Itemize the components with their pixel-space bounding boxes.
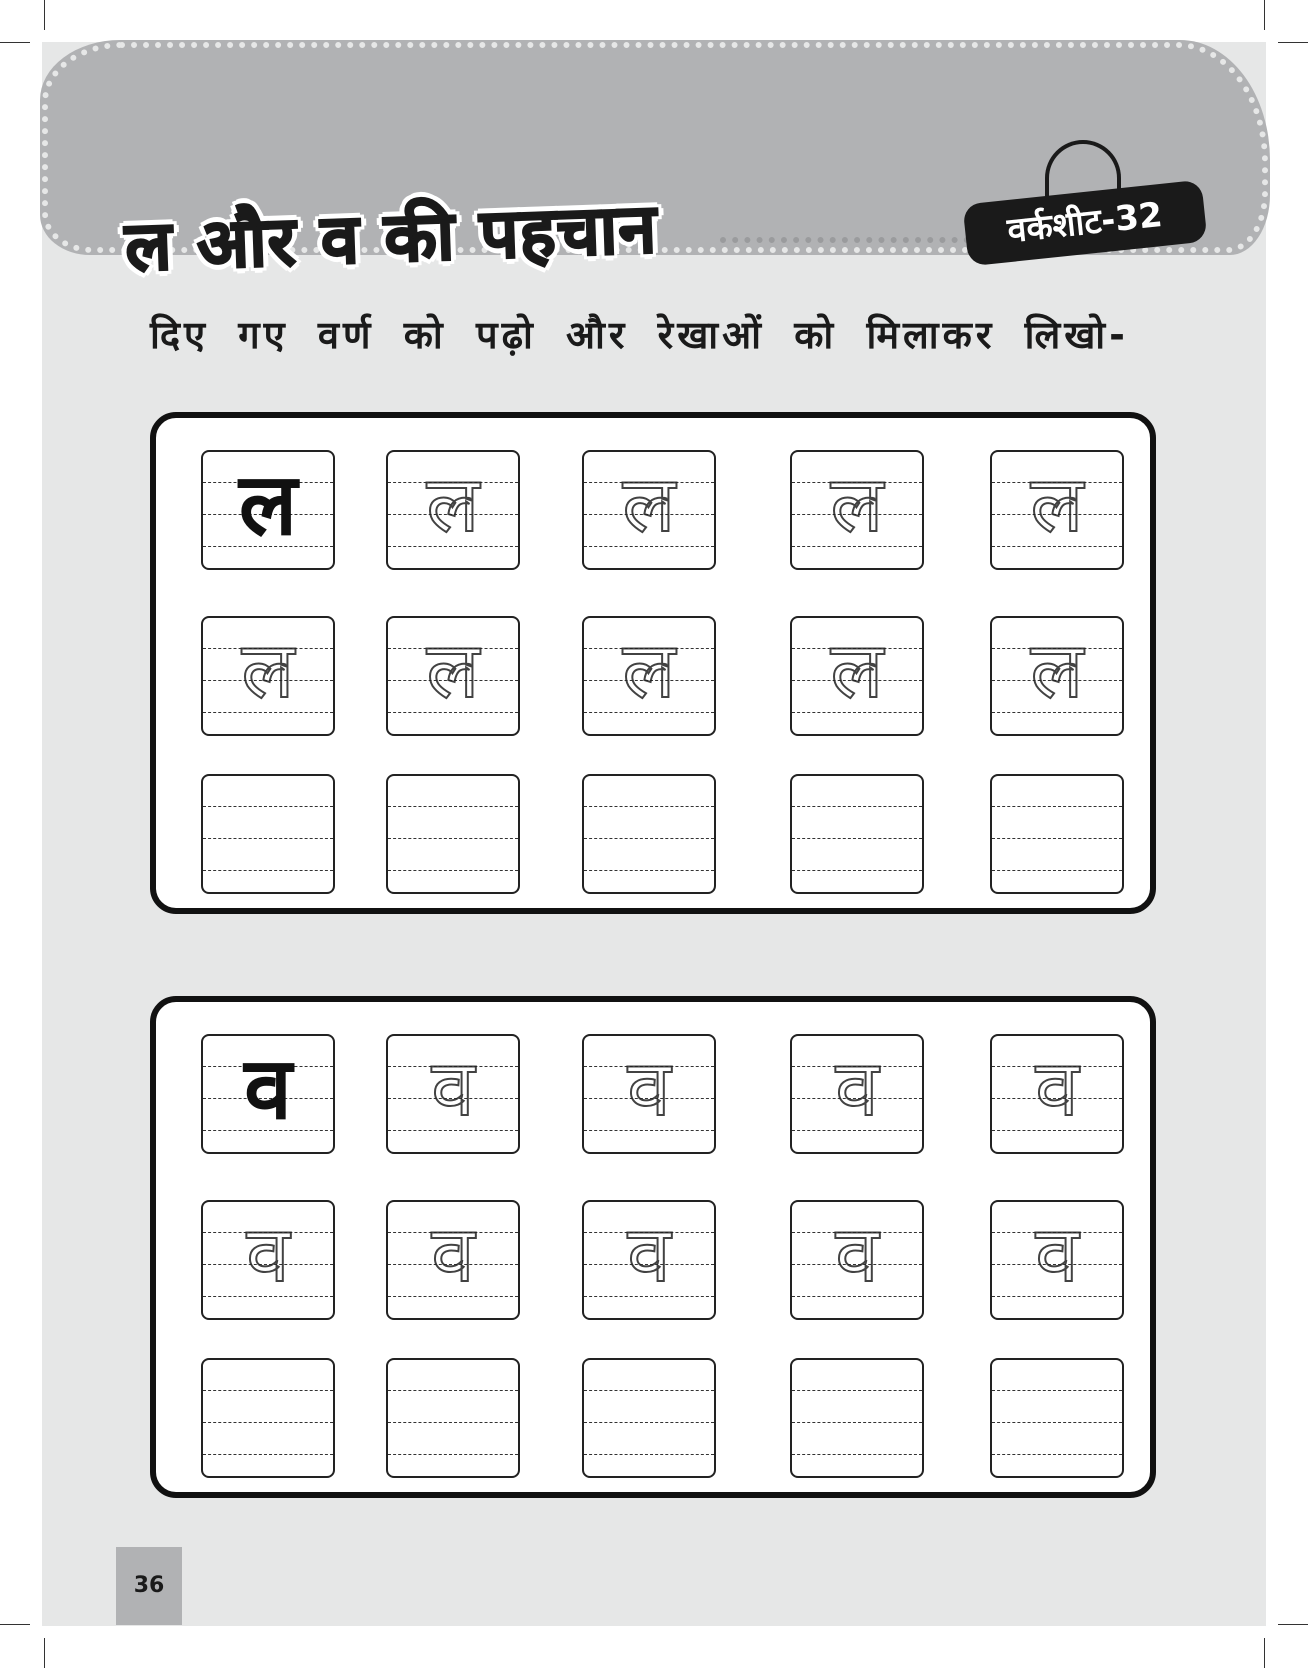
guide-line (388, 806, 518, 807)
blank-writing-box[interactable] (582, 774, 716, 894)
dotted-letter: ल (1030, 626, 1084, 716)
blank-writing-box[interactable] (990, 774, 1124, 894)
crop-mark (44, 1638, 45, 1668)
guide-line (388, 1454, 518, 1455)
blank-writing-box[interactable] (790, 774, 924, 894)
guide-line (203, 1454, 333, 1455)
tracing-box (386, 1200, 520, 1320)
tracing-box (582, 1200, 716, 1320)
guide-line (992, 1422, 1122, 1423)
crop-mark (1278, 42, 1308, 43)
guide-line (792, 870, 922, 871)
guide-line (792, 838, 922, 839)
dotted-letter: ल (622, 626, 676, 716)
guide-line (792, 1422, 922, 1423)
tracing-box (386, 1034, 520, 1154)
guide-line (203, 1422, 333, 1423)
instruction-text: दिए गए वर्ण को पढ़ो और रेखाओं को मिलाकर लिखो- (150, 313, 1129, 357)
tracing-box (386, 450, 520, 570)
tracing-box (790, 1200, 924, 1320)
worksheet-tag (965, 140, 1215, 280)
crop-mark (0, 42, 30, 43)
blank-writing-box[interactable] (201, 1358, 335, 1478)
dotted-letter: व (627, 1210, 671, 1300)
blank-writing-box[interactable] (790, 1358, 924, 1478)
guide-line (992, 870, 1122, 871)
dotted-letter: ल (426, 460, 480, 550)
dotted-letter: ल (830, 460, 884, 550)
guide-line (992, 806, 1122, 807)
crop-mark (1278, 1624, 1308, 1625)
guide-line (992, 1390, 1122, 1391)
guide-line (584, 806, 714, 807)
dotted-letter: ल (622, 460, 676, 550)
dotted-letter: व (1035, 1044, 1079, 1134)
guide-line (584, 1390, 714, 1391)
blank-writing-box[interactable] (990, 1358, 1124, 1478)
guide-line (992, 838, 1122, 839)
dotted-letter: व (835, 1044, 879, 1134)
blank-writing-box[interactable] (582, 1358, 716, 1478)
model-letter-box (201, 450, 335, 570)
guide-line (792, 1454, 922, 1455)
blank-writing-box[interactable] (386, 1358, 520, 1478)
tracing-box (201, 1200, 335, 1320)
tracing-box (990, 1034, 1124, 1154)
worksheet-tag-label: वर्कशीट-32 (962, 180, 1207, 267)
crop-mark (0, 1624, 30, 1625)
tracing-box (790, 1034, 924, 1154)
crop-mark (1264, 1638, 1265, 1668)
dotted-letter: व (246, 1210, 290, 1300)
tracing-box (582, 616, 716, 736)
tracing-box (990, 1200, 1124, 1320)
tracing-box (990, 616, 1124, 736)
tracing-box (790, 616, 924, 736)
crop-mark (1264, 0, 1265, 30)
guide-line (203, 806, 333, 807)
blank-writing-box[interactable] (386, 774, 520, 894)
dotted-letter: व (835, 1210, 879, 1300)
guide-line (792, 806, 922, 807)
guide-line (584, 1422, 714, 1423)
guide-line (203, 1390, 333, 1391)
guide-line (388, 838, 518, 839)
guide-line (388, 1422, 518, 1423)
tracing-box (790, 450, 924, 570)
model-letter: व (244, 1039, 292, 1139)
dotted-letter: ल (241, 626, 295, 716)
model-letter: ल (238, 455, 298, 555)
guide-line (584, 838, 714, 839)
header-dotted-line (720, 237, 970, 243)
dotted-letter: व (627, 1044, 671, 1134)
tracing-box (582, 1034, 716, 1154)
dotted-letter: ल (1030, 460, 1084, 550)
tracing-box (386, 616, 520, 736)
dotted-letter: व (431, 1044, 475, 1134)
page-title: ल और व की पहचान (123, 189, 659, 288)
guide-line (584, 1454, 714, 1455)
dotted-letter: ल (830, 626, 884, 716)
guide-line (388, 870, 518, 871)
guide-line (388, 1390, 518, 1391)
blank-writing-box[interactable] (201, 774, 335, 894)
model-letter-box (201, 1034, 335, 1154)
guide-line (203, 838, 333, 839)
guide-line (584, 870, 714, 871)
tracing-box (582, 450, 716, 570)
tracing-box (990, 450, 1124, 570)
page-number: 36 (116, 1547, 182, 1625)
guide-line (792, 1390, 922, 1391)
guide-line (203, 870, 333, 871)
dotted-letter: व (431, 1210, 475, 1300)
dotted-letter: व (1035, 1210, 1079, 1300)
crop-mark (44, 0, 45, 30)
dotted-letter: ल (426, 626, 480, 716)
tracing-box (201, 616, 335, 736)
guide-line (992, 1454, 1122, 1455)
